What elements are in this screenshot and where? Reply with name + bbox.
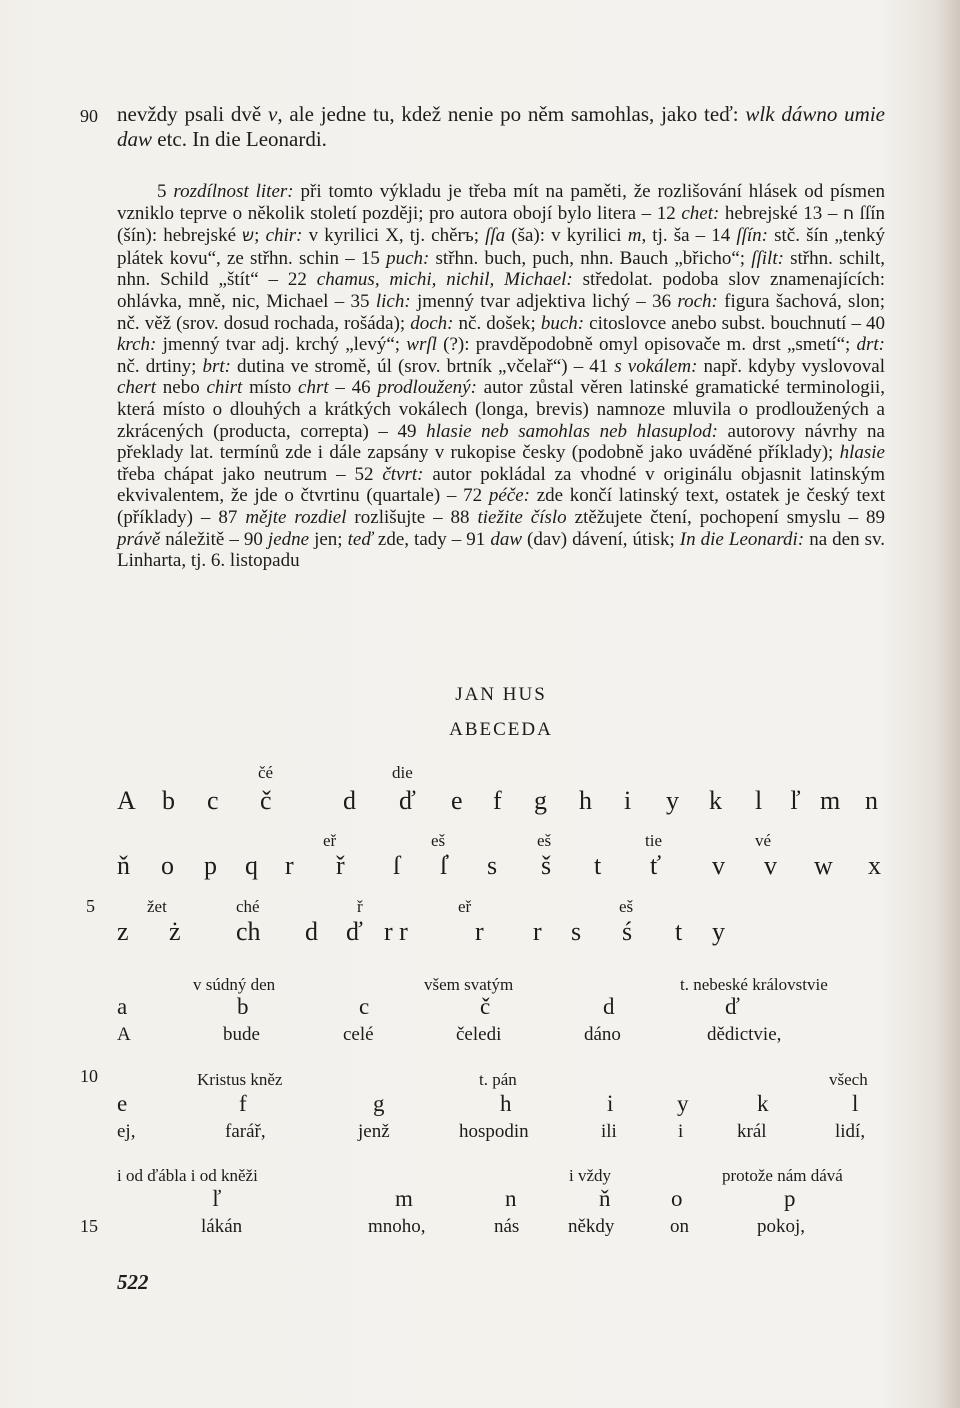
alphabet-letter: i [624,786,632,815]
alphabet-letter: x [868,851,881,880]
note-text: jmenný tvar adj. krchý „levý“; [156,334,407,356]
letter-annotation: vé [755,831,772,850]
alphabet-letter: ť [650,851,662,880]
alphabet-letter: k [709,786,722,815]
verse-word: lákán [201,1216,243,1237]
line-number: 10 [80,1066,98,1086]
note-lemma: právě [117,528,161,550]
note-text: středolat. podoba slov znamenajících: ohlávka, mně, nic, Michael – 35 [117,269,886,312]
alphabet-letter: h [579,786,592,815]
note-text: náležitě – 90 [160,528,268,550]
word-annotation: všech [829,1070,868,1089]
main-text-paragraph [117,102,885,152]
alphabet-letter: g [534,786,547,815]
alphabet-letter: ľ [790,786,801,815]
alphabet-letter: r [285,851,294,880]
note-text: 5 [157,181,174,202]
note-lemma: chir: [265,225,303,247]
alphabet-letter: š [541,851,552,880]
note-text: zde končí latinský text, ostatek je český text (příklady) – 87 [117,485,885,528]
note-text: střhn. schilt, nhn. Schild „štít“ – 22 [117,247,885,291]
title-heading: ABECEDA [449,719,553,740]
alphabet-letter: e [451,786,463,815]
note-lemma: m [627,225,642,247]
letter-annotation: žet [147,897,167,916]
note-text: – 13 [803,202,860,224]
note-lemma: chirt [206,377,243,399]
note-text: ח [842,203,855,224]
alphabet-letter: ſ̓ [440,851,448,880]
word-annotation: všem svatým [424,975,514,994]
note-lemma: hlasie [839,442,885,464]
note-text: (dav) dávení, útisk; [522,528,680,550]
letter-annotation: eř [458,897,472,916]
note-text: – 46 [328,377,378,399]
verse2-words [117,1121,887,1161]
alphabet-letter: ś [622,917,633,946]
word-annotation: i vždy [569,1166,612,1185]
verse-letter: m [395,1186,413,1211]
letter-annotation: tie [645,831,662,850]
note-text: hebrejské [719,202,804,224]
note-text: stč. šín „tenký plátek kovu“, ze střhn. schin – 15 [117,225,886,269]
letter-annotation: eš [431,831,446,850]
note-lemma: teď [347,528,373,550]
text-run: etc. In die Leonardi. [152,127,327,151]
note-lemma: wrſl [406,334,437,356]
verse-letter: ň [599,1186,611,1211]
letter-annotation: ř [357,897,363,916]
verse-word: i [678,1121,684,1142]
note-text: při tomto výkladu je třeba mít na paměti, že rozlišování hlásek od písmen vzniklo teprve o několik století později; pro autora obojí bylo litera – 12 [117,181,886,224]
word-annotation: i od ďábla i od kněži [117,1166,258,1185]
alphabet-letter: w [814,851,833,880]
verse-word: nás [494,1216,520,1237]
verse-letter: y [677,1091,689,1116]
line-number: 15 [80,1216,98,1236]
verse-letter: o [671,1186,683,1211]
verse-letter: b [237,994,249,1019]
alphabet-letter: o [161,851,174,880]
note-text: třeba chápat jako neutrum – 52 [117,463,383,485]
note-lemma: doch: [410,312,454,334]
alphabet-letter: ď [399,786,416,815]
verse3-words [117,1216,887,1256]
alphabet-letter: ň [117,851,130,880]
verse-letter: d [603,994,615,1019]
verse-word: farář, [225,1121,266,1142]
verse-word: ili [601,1121,617,1142]
alphabet-letter: n [865,786,878,815]
verse-letter: h [500,1091,512,1116]
verse1-words [117,1024,887,1064]
note-lemma: roch: [677,290,718,312]
alphabet-letter: p [204,851,217,880]
alphabet-letter: z [117,917,129,946]
alphabet-letter: s [487,851,498,880]
note-lemma: hlasie neb samohlas neb hlasuplod: [426,420,718,442]
alphabet-letter: m [820,786,841,815]
alphabet-letter: s [571,917,582,946]
note-lemma: prodloužený: [377,377,477,399]
word-annotation: t. nebeské královstvie [680,975,828,994]
note-text: ; [254,225,266,247]
line-number: 5 [86,896,95,916]
word-annotation: protože nám dává [722,1166,843,1185]
text-run: , ale jedne tu, kdež nenie po něm samohlas, jako teď: [277,102,746,126]
note-lemma: péče: [488,485,530,507]
notes-paragraph [117,181,885,572]
verse-letter: ď [725,994,740,1019]
commentary-notes [117,181,885,572]
word-annotation: v súdný den [193,975,276,994]
note-lemma: ſſín: [736,225,769,247]
verse-word: A [117,1024,131,1045]
word-annotation: Kristus kněz [197,1070,283,1089]
note-text: (ša): v kyrilici [505,225,628,247]
verse-word: celé [343,1024,374,1045]
note-text: zde, tady – 91 [372,528,491,550]
note-text: ztěžujete čtení, pochopení smyslu – 89 [566,506,886,528]
alphabet-letter: ż [169,917,181,946]
note-text: ſſín [859,202,886,224]
note-text: nebo [156,377,207,399]
note-text: rozlišujte – 88 [346,506,478,528]
note-lemma: chet: [681,202,720,224]
note-text: na den sv. Linharta, tj. 6. listopadu [117,528,886,572]
verse-letter: c [359,994,370,1019]
verse-letter: a [117,994,128,1019]
note-lemma: buch: [540,312,585,334]
alphabet-letter: f [493,786,502,815]
note-lemma: čtvrt: [382,463,424,485]
note-lemma: In die Leonardi: [679,528,805,550]
note-lemma: drt: [856,334,885,356]
note-lemma: chert [117,377,157,399]
text-run-italic: wlk dáwno umie daw [117,102,886,151]
alphabet-letter: l [755,786,763,815]
alphabet-letter: y [712,917,725,946]
verse-letter: l [852,1091,859,1116]
verse-letter: p [784,1186,796,1211]
verse-letter: n [505,1186,517,1211]
alphabet-row3 [117,917,887,957]
alphabet-letter: ch [236,917,261,946]
alphabet-letter: t [594,851,602,880]
verse-letter: ľ [212,1186,222,1211]
page-number: 522 [117,1270,149,1294]
verse-letter: k [757,1091,769,1116]
alphabet-letter: d [305,917,318,946]
alphabet-letter: r [475,917,484,946]
verse-letter: i [607,1091,614,1116]
verse-word: pokoj, [757,1216,806,1237]
letter-annotation: ché [236,897,260,916]
note-text: autor zůstal věren latinské gramatické terminologii, která místo o dlouhých a krátkých vokálech (longa, brevis) namnoze mluvila o prodloužených a zkrácených (producta, correpta) – 49 [117,377,886,442]
alphabet-letter: b [162,786,175,815]
note-lemma: s vokálem: [614,355,698,377]
note-lemma: lich: [375,290,411,312]
alphabet-letter: r [533,917,542,946]
letter-annotation: die [392,763,413,782]
verse-word: král [737,1121,767,1142]
alphabet-letter: c [207,786,219,815]
note-text: (?): pravděpodobně omyl opisovače m. drst „smetí“; [436,334,857,356]
alphabet-row1 [117,786,887,826]
note-lemma: daw [490,528,522,550]
note-text: dutina ve stromě, úl (srov. brtník „včelař“) – 41 [230,355,615,377]
verse-word: ej, [117,1121,136,1142]
alphabet-letter: d [343,786,356,815]
alphabet-row2 [117,851,887,891]
verse-word: hospodin [459,1121,529,1142]
note-text: citoslovce anebo subst. bouchnutí – 40 [584,312,885,334]
note-text: autorovy návrhy na překlady lat. termínů zde i dále zapsány v rukopise česky (podobně jako uváděné příklady); [117,420,885,464]
note-text: nč. drtiny; [117,355,203,377]
note-lemma: tiežite číslo [477,506,567,528]
alphabet-letter: v [764,851,777,880]
note-lemma: ſſa [485,225,506,247]
verse-letter: g [373,1091,385,1116]
note-text: jmenný tvar adjektiva lichý – 36 [410,290,678,312]
verse-word: jenž [358,1121,390,1142]
alphabet-letter: t [675,917,683,946]
alphabet-letter: ſ [393,851,401,880]
verse-letter: e [117,1091,128,1116]
verse-word: dědictvie, [707,1024,782,1045]
alphabet-letter: ř [336,851,345,880]
verse-word: bude [223,1024,260,1045]
alphabet-letter: v [712,851,725,880]
note-text: střhn. buch, puch, nhn. Bauch „břicho“; [429,247,752,269]
note-text: , tj. ša – 14 [641,225,737,247]
verse-word: někdy [568,1216,615,1237]
note-text: místo [242,377,299,399]
letter-annotation: eš [619,897,634,916]
note-text: (šín): hebrejské [117,225,243,247]
note-lemma: jedne [267,528,310,550]
line-number: 90 [80,106,98,126]
text-run-italic: v [268,102,278,126]
verse-letter: č [480,994,491,1019]
letter-annotation: eš [537,831,552,850]
verse-word: mnoho, [368,1216,426,1237]
verse-word: lidí, [835,1121,866,1142]
verse-word: on [670,1216,689,1237]
letter-annotation: čé [258,763,274,782]
note-lemma: mějte rozdiel [245,506,347,528]
note-lemma: brt: [202,355,231,377]
verse-word: čeledi [456,1024,502,1045]
text-run: nevždy psali dvě [117,102,269,126]
verse-letter: f [239,1091,247,1116]
note-lemma: puch: [386,247,430,269]
alphabet-letter: A [117,786,136,815]
alphabet-letter: ď [346,917,363,946]
note-text: např. kdyby vyslovoval [697,355,885,377]
note-text: figura šachová, slon; nč. věž (srov. dosud rochada, rošáda); [117,290,886,334]
note-text: nč. došek; [453,312,541,334]
note-lemma: rozdílnost liter: [173,181,294,202]
alphabet-letter: q [245,851,258,880]
letter-annotation: eř [323,831,337,850]
alphabet-letter: č [260,786,272,815]
note-lemma: chrt [298,377,329,399]
author-heading: JAN HUS [455,684,547,705]
note-lemma: krch: [117,334,157,356]
alphabet-letter: r r [384,917,408,946]
note-text: autor pokládal za vhodné v originálu objasnit latinským ekvivalentem, že jde o čtvrtinu (quartale) – 72 [117,463,885,507]
note-lemma: chamus, michi, nichil, Michael: [316,269,573,291]
verse-word: dáno [584,1024,621,1045]
note-text: v kyrilici X, tj. chěrъ; [302,225,486,247]
note-text: ש [242,226,255,247]
alphabet-letter: y [666,786,679,815]
note-lemma: ſſilt: [751,247,784,269]
note-text: jen; [309,528,348,550]
word-annotation: t. pán [479,1070,517,1089]
